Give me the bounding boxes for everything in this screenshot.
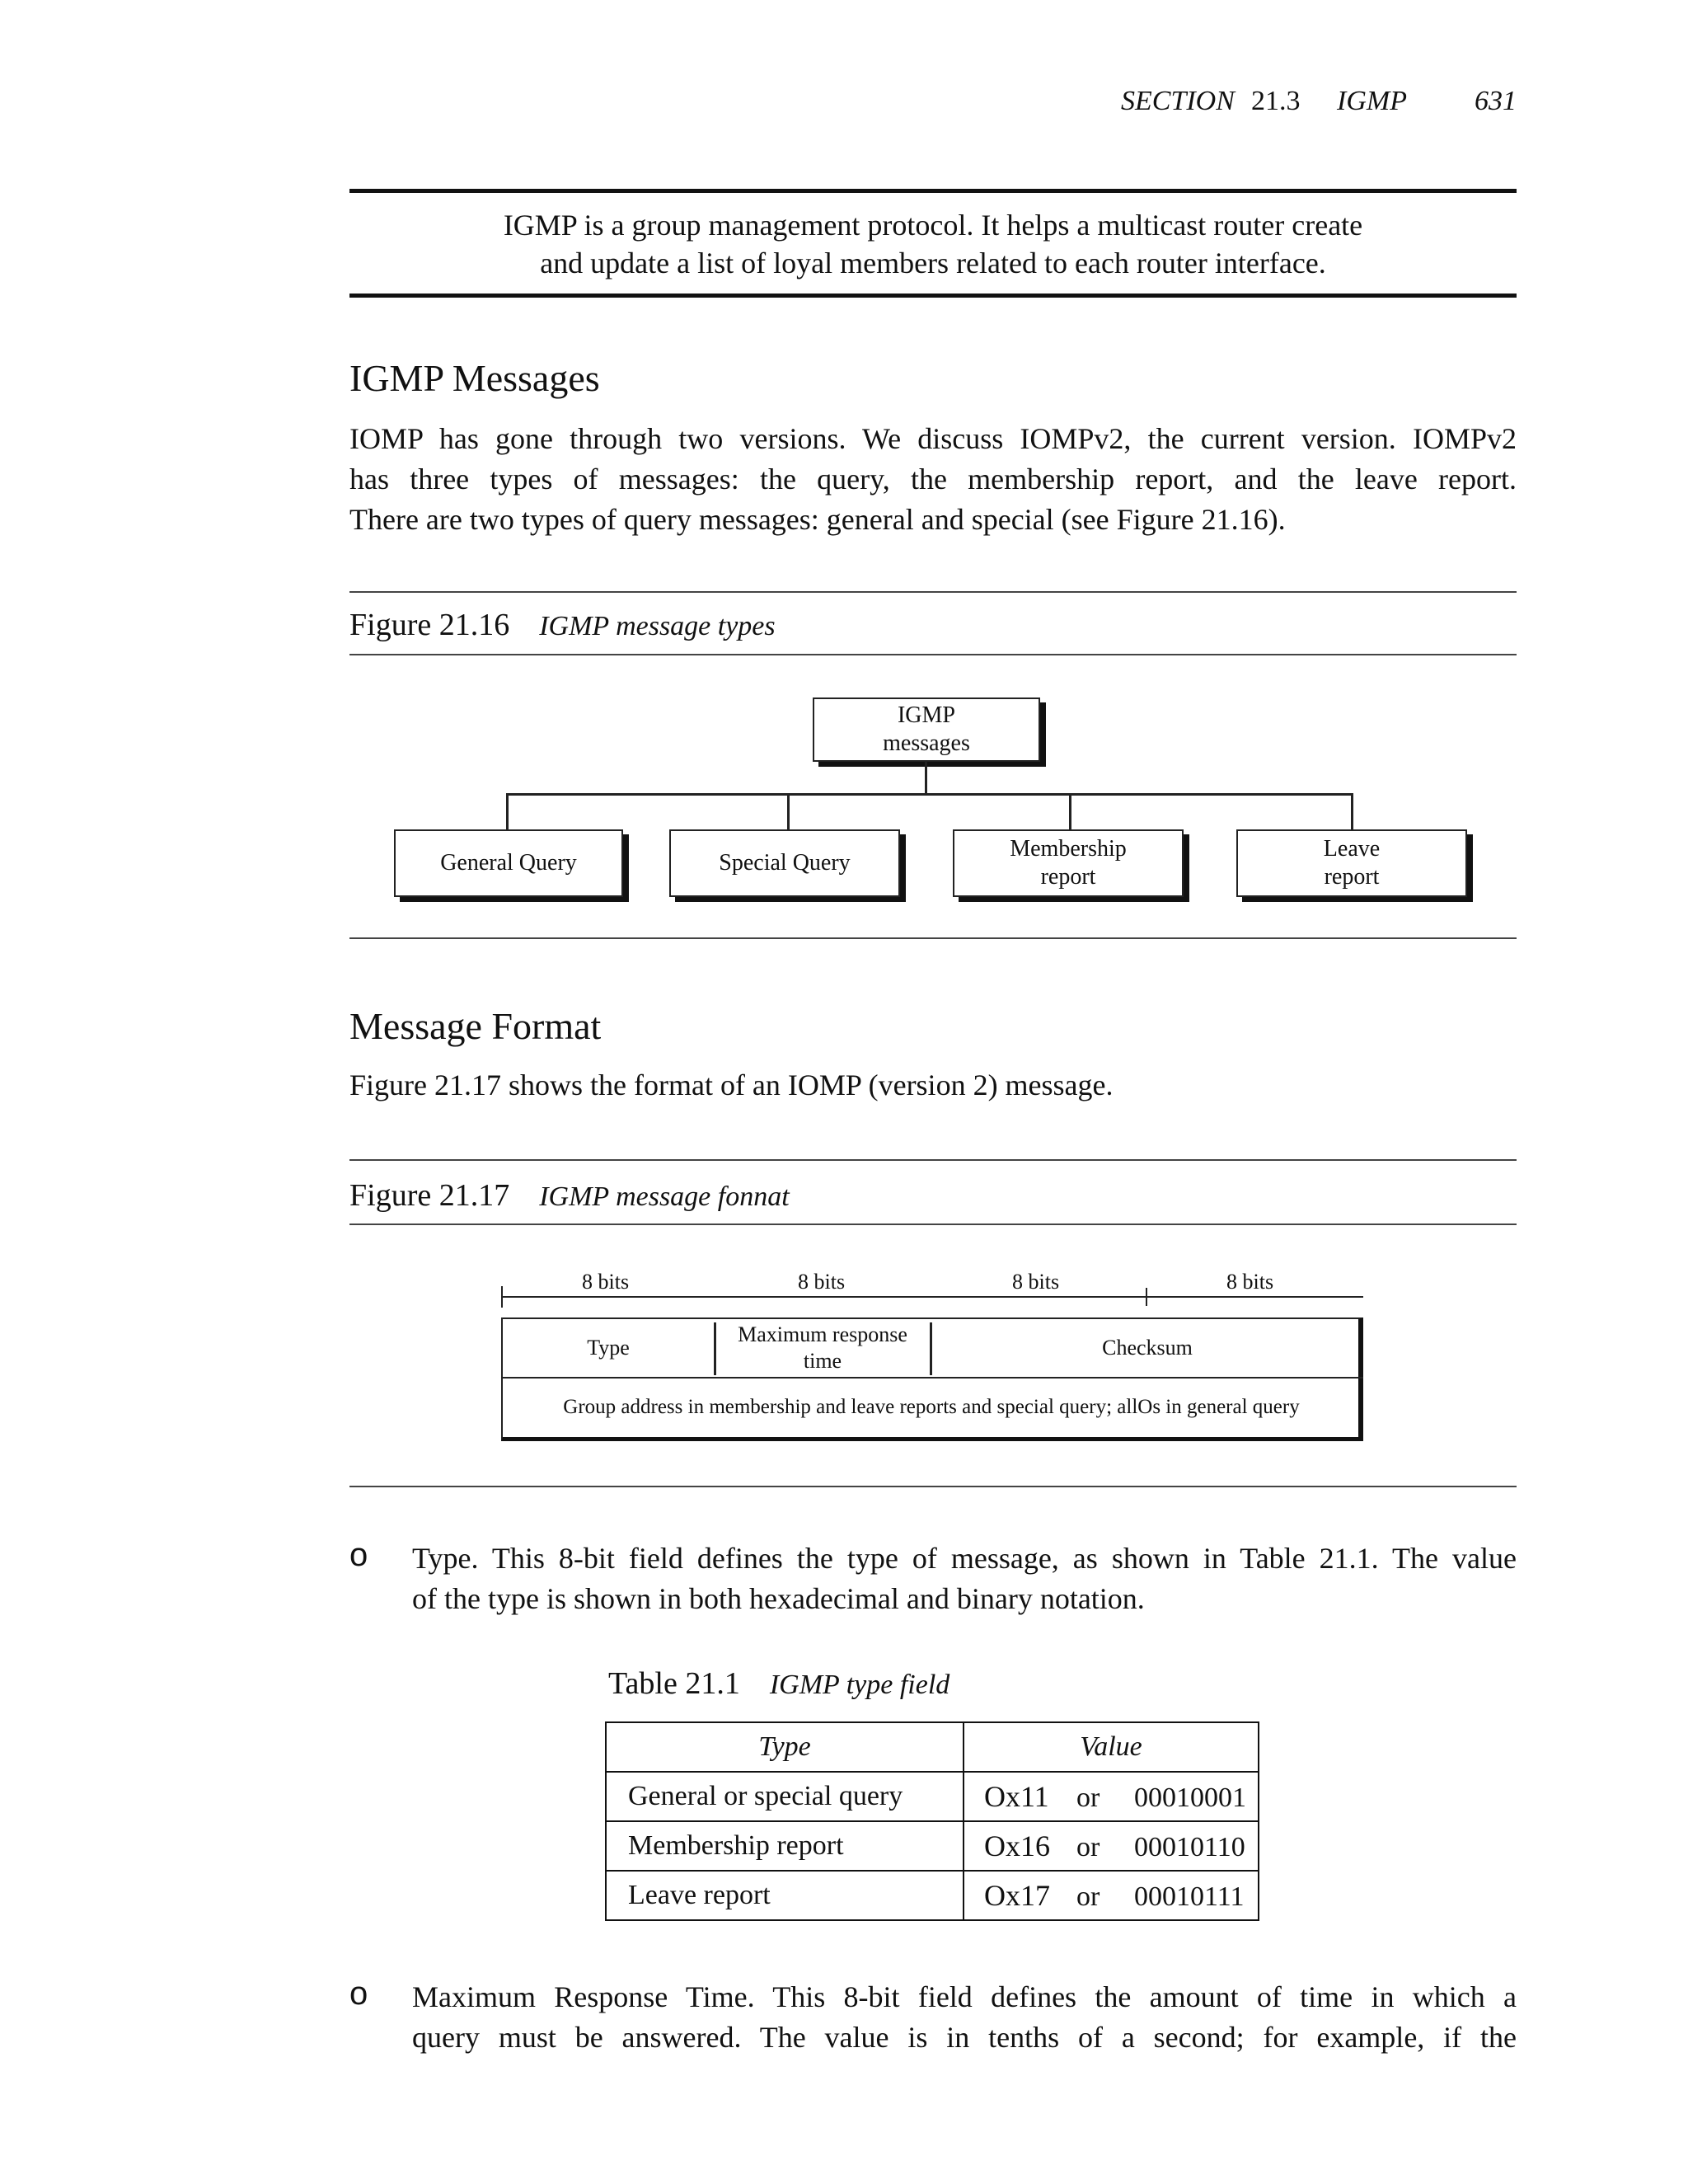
bits-ruler (501, 1296, 1363, 1298)
paragraph-line: query must be answered. The value is in tenths of a second; for example, if the (412, 2021, 1517, 2054)
section-word: SECTION (1121, 86, 1235, 116)
type-cell: Leave report (606, 1871, 964, 1920)
bullet-marker: o (349, 1975, 368, 2012)
value-cell (964, 1772, 1259, 1821)
figure-16-number: Figure 21.16 (349, 608, 510, 642)
note-line: and update a list of loyal members related to each router interface. (540, 247, 1326, 279)
or-text: or (1076, 1782, 1100, 1813)
tree-node-label: report (1040, 864, 1096, 890)
tree-node-label: General Query (440, 850, 577, 876)
bullet-marker: o (349, 1537, 368, 1573)
figure-17-caption-rule (349, 1224, 1517, 1225)
bits-label: 8 bits (1012, 1270, 1060, 1294)
table-row (606, 1821, 1259, 1871)
figure-17-bottom-rule (349, 1486, 1517, 1487)
table-header-type: Type (606, 1722, 964, 1772)
figure-16-bottom-rule (349, 937, 1517, 939)
field-type: Type (587, 1336, 630, 1360)
field-group-address: Group address in membership and leave reports and special query; allOs in general query (563, 1396, 1300, 1418)
message-types-tree (0, 0, 1688, 948)
page-number: 631 (1475, 86, 1517, 116)
hex-value: Ox16 (984, 1829, 1050, 1862)
message-format-field-divider (714, 1322, 716, 1375)
tree-node-label: Membership (1010, 836, 1127, 862)
paragraph-line: has three types of messages: the query, the membership report, and the leave report. (349, 463, 1517, 496)
bits-ruler-tick (501, 1286, 503, 1308)
paragraph-line: of the type is shown in both hexadecimal and binary notation. (412, 1582, 1145, 1615)
tree-node-leave-report (1236, 829, 1467, 897)
figure-17-label (349, 1177, 790, 1214)
tree-connector (1351, 793, 1353, 830)
figure-16-caption: IGMP message types (539, 611, 776, 641)
message-format-field-divider (930, 1322, 932, 1375)
value-cell (964, 1871, 1259, 1920)
figure-17-top-rule (349, 1159, 1517, 1161)
type-cell: General or special query (606, 1772, 964, 1821)
tree-node-label: Special Query (719, 850, 851, 876)
field-checksum: Checksum (1102, 1336, 1193, 1360)
field-label-line: Maximum response (738, 1322, 907, 1346)
igmp-type-table (605, 1721, 1259, 1921)
value-cell (964, 1821, 1259, 1871)
section-topic: IGMP (1337, 86, 1407, 116)
heading-message-format: Message Format (349, 1005, 602, 1047)
figure-17-caption: IGMP message fonnat (539, 1181, 790, 1212)
paragraph-line: IOMP has gone through two versions. We discuss IOMPv2, the current version. IOMPv2 (349, 422, 1517, 455)
tree-node-general-query (394, 829, 623, 897)
paragraph-line: Type. This 8-bit field defines the type of message, as shown in Table 21.1. The value (412, 1542, 1517, 1575)
tree-connector (1069, 793, 1071, 830)
tree-root-line: IGMP (897, 702, 955, 728)
field-max-response-time (717, 1319, 928, 1377)
bits-label: 8 bits (582, 1270, 630, 1294)
tree-root-line: messages (883, 730, 970, 756)
table-row (606, 1772, 1259, 1821)
binary-value: 00010110 (1134, 1832, 1245, 1862)
or-text: or (1076, 1832, 1100, 1862)
or-text: or (1076, 1881, 1100, 1912)
heading-igmp-messages: IGMP Messages (349, 357, 600, 399)
note-line: IGMP is a group management protocol. It helps a multicast router create (503, 209, 1363, 242)
tree-connector (925, 762, 927, 795)
tree-connector (506, 793, 1353, 796)
bits-label: 8 bits (798, 1270, 846, 1294)
section-number: 21.3 (1251, 86, 1301, 116)
figure-17-number: Figure 21.17 (349, 1178, 510, 1213)
hex-value: Ox11 (984, 1780, 1049, 1813)
table-number: Table 21.1 (608, 1666, 740, 1701)
table-row (606, 1871, 1259, 1920)
type-cell: Membership report (606, 1821, 964, 1871)
tree-node-label: report (1324, 864, 1380, 890)
binary-value: 00010001 (1134, 1782, 1246, 1813)
paragraph-line: Maximum Response Time. This 8-bit field defines the amount of time in which a (412, 1980, 1517, 2013)
bits-ruler-tick (1146, 1288, 1147, 1306)
tree-node-label: Leave (1323, 836, 1381, 862)
table-caption: IGMP type field (769, 1670, 950, 1700)
tree-connector (506, 793, 509, 830)
tree-node-membership-report (953, 829, 1184, 897)
bits-label: 8 bits (1226, 1270, 1274, 1294)
paragraph-max-response-time (412, 1977, 1517, 2058)
hex-value: Ox17 (984, 1879, 1050, 1912)
paragraph-type-field (412, 1538, 1517, 1619)
table-header-value: Value (964, 1722, 1259, 1772)
paragraph-line: There are two types of query messages: general and special (see Figure 21.16). (349, 503, 1286, 536)
field-label-line: time (803, 1349, 842, 1373)
table-label (608, 1665, 950, 1702)
tree-connector (787, 793, 790, 830)
table-header-row (606, 1722, 1259, 1772)
binary-value: 00010111 (1134, 1881, 1245, 1912)
tree-root-box (813, 697, 1040, 762)
paragraph-message-format: Figure 21.17 shows the format of an IOMP (version 2) message. (349, 1069, 1114, 1101)
tree-node-special-query (669, 829, 900, 897)
